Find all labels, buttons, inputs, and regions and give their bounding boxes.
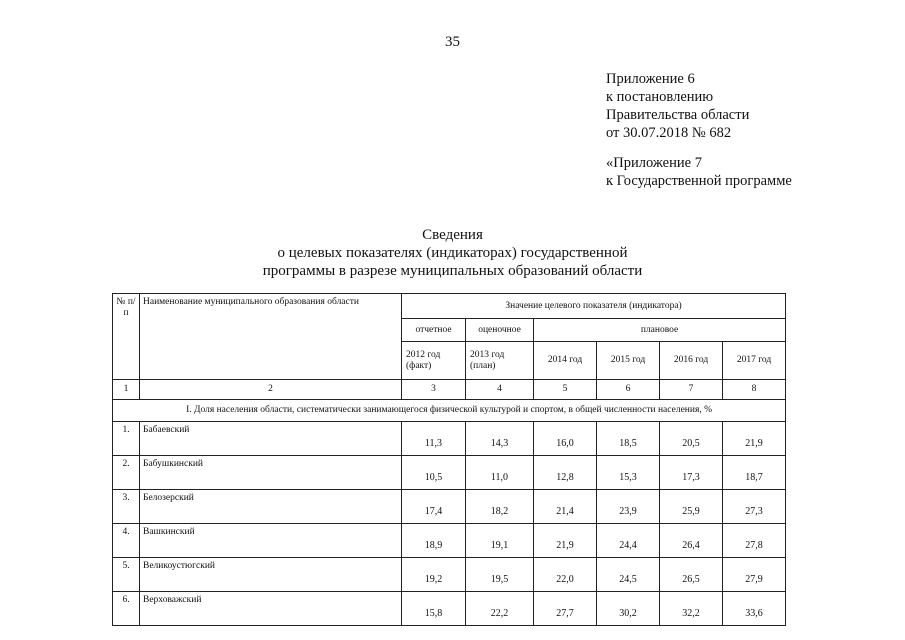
value-cell: 26,5 [660, 558, 723, 592]
value-cell: 32,2 [660, 592, 723, 626]
row-number: 6. [113, 592, 140, 626]
column-number: 8 [723, 380, 786, 400]
header-2014: 2014 год [534, 342, 597, 380]
value-cell: 27,7 [534, 592, 597, 626]
header-2013: 2013 год (план) [466, 342, 534, 380]
table-row [113, 558, 786, 592]
indicator-table [112, 293, 786, 626]
header-estimated: оценочное [466, 319, 534, 342]
value-cell: 27,9 [723, 558, 786, 592]
column-number: 3 [402, 380, 466, 400]
value-cell: 17,4 [402, 490, 466, 524]
header-value: Значение целевого показателя (индикатора) [402, 294, 786, 319]
value-cell: 19,5 [466, 558, 534, 592]
column-number: 7 [660, 380, 723, 400]
value-cell: 14,3 [466, 422, 534, 456]
value-cell: 33,6 [723, 592, 786, 626]
appendix-line: «Приложение 7 [606, 155, 702, 171]
value-cell: 24,5 [597, 558, 660, 592]
column-number: 5 [534, 380, 597, 400]
column-number: 6 [597, 380, 660, 400]
municipality-name: Вашкинский [140, 524, 402, 558]
appendix-line: Правительства области [606, 107, 750, 123]
appendix-line: к Государственной программе [606, 173, 792, 189]
column-number: 1 [113, 380, 140, 400]
municipality-name: Бабаевский [140, 422, 402, 456]
municipality-name: Белозерский [140, 490, 402, 524]
table-row [113, 524, 786, 558]
value-cell: 11,0 [466, 456, 534, 490]
table-row [113, 592, 786, 626]
value-cell: 21,4 [534, 490, 597, 524]
document-title [0, 226, 905, 280]
value-cell: 12,8 [534, 456, 597, 490]
value-cell: 24,4 [597, 524, 660, 558]
value-cell: 15,8 [402, 592, 466, 626]
header-no: № п/п [113, 294, 140, 380]
value-cell: 27,3 [723, 490, 786, 524]
row-number: 1. [113, 422, 140, 456]
appendix-line: к постановлению [606, 89, 714, 105]
value-cell: 18,2 [466, 490, 534, 524]
appendix-line: Приложение 6 [606, 71, 695, 87]
title-line: программы в разрезе муниципальных образований области [262, 263, 643, 279]
title-line: Сведения [422, 227, 483, 243]
header-2012: 2012 год (факт) [402, 342, 466, 380]
value-cell: 22,2 [466, 592, 534, 626]
value-cell: 19,1 [466, 524, 534, 558]
row-number: 4. [113, 524, 140, 558]
appendix-line: от 30.07.2018 № 682 [606, 125, 732, 141]
header-planned: плановое [534, 319, 786, 342]
table-row [113, 490, 786, 524]
value-cell: 22,0 [534, 558, 597, 592]
value-cell: 27,8 [723, 524, 786, 558]
value-cell: 17,3 [660, 456, 723, 490]
value-cell: 16,0 [534, 422, 597, 456]
value-cell: 11,3 [402, 422, 466, 456]
title-line: о целевых показателях (индикаторах) государственной [277, 245, 628, 261]
appendix-header [606, 70, 749, 142]
header-name: Наименование муниципального образования области [140, 294, 402, 380]
row-number: 3. [113, 490, 140, 524]
row-number: 5. [113, 558, 140, 592]
header-2016: 2016 год [660, 342, 723, 380]
header-2015: 2015 год [597, 342, 660, 380]
municipality-name: Бабушкинский [140, 456, 402, 490]
section-title: I. Доля населения области, систематически занимающегося физической культурой и спортом, в общей численности населения, % [113, 400, 786, 422]
value-cell: 26,4 [660, 524, 723, 558]
table-row [113, 422, 786, 456]
value-cell: 18,7 [723, 456, 786, 490]
page-number: 35 [445, 34, 460, 50]
column-number: 4 [466, 380, 534, 400]
municipality-name: Великоустюгский [140, 558, 402, 592]
value-cell: 10,5 [402, 456, 466, 490]
value-cell: 21,9 [534, 524, 597, 558]
value-cell: 21,9 [723, 422, 786, 456]
header-2017: 2017 год [723, 342, 786, 380]
municipality-name: Верховажский [140, 592, 402, 626]
value-cell: 15,3 [597, 456, 660, 490]
value-cell: 20,5 [660, 422, 723, 456]
value-cell: 18,5 [597, 422, 660, 456]
value-cell: 23,9 [597, 490, 660, 524]
value-cell: 19,2 [402, 558, 466, 592]
table-row [113, 456, 786, 490]
header-reported: отчетное [402, 319, 466, 342]
value-cell: 30,2 [597, 592, 660, 626]
row-number: 2. [113, 456, 140, 490]
value-cell: 25,9 [660, 490, 723, 524]
value-cell: 18,9 [402, 524, 466, 558]
appendix-header-2 [606, 154, 792, 190]
column-number: 2 [140, 380, 402, 400]
